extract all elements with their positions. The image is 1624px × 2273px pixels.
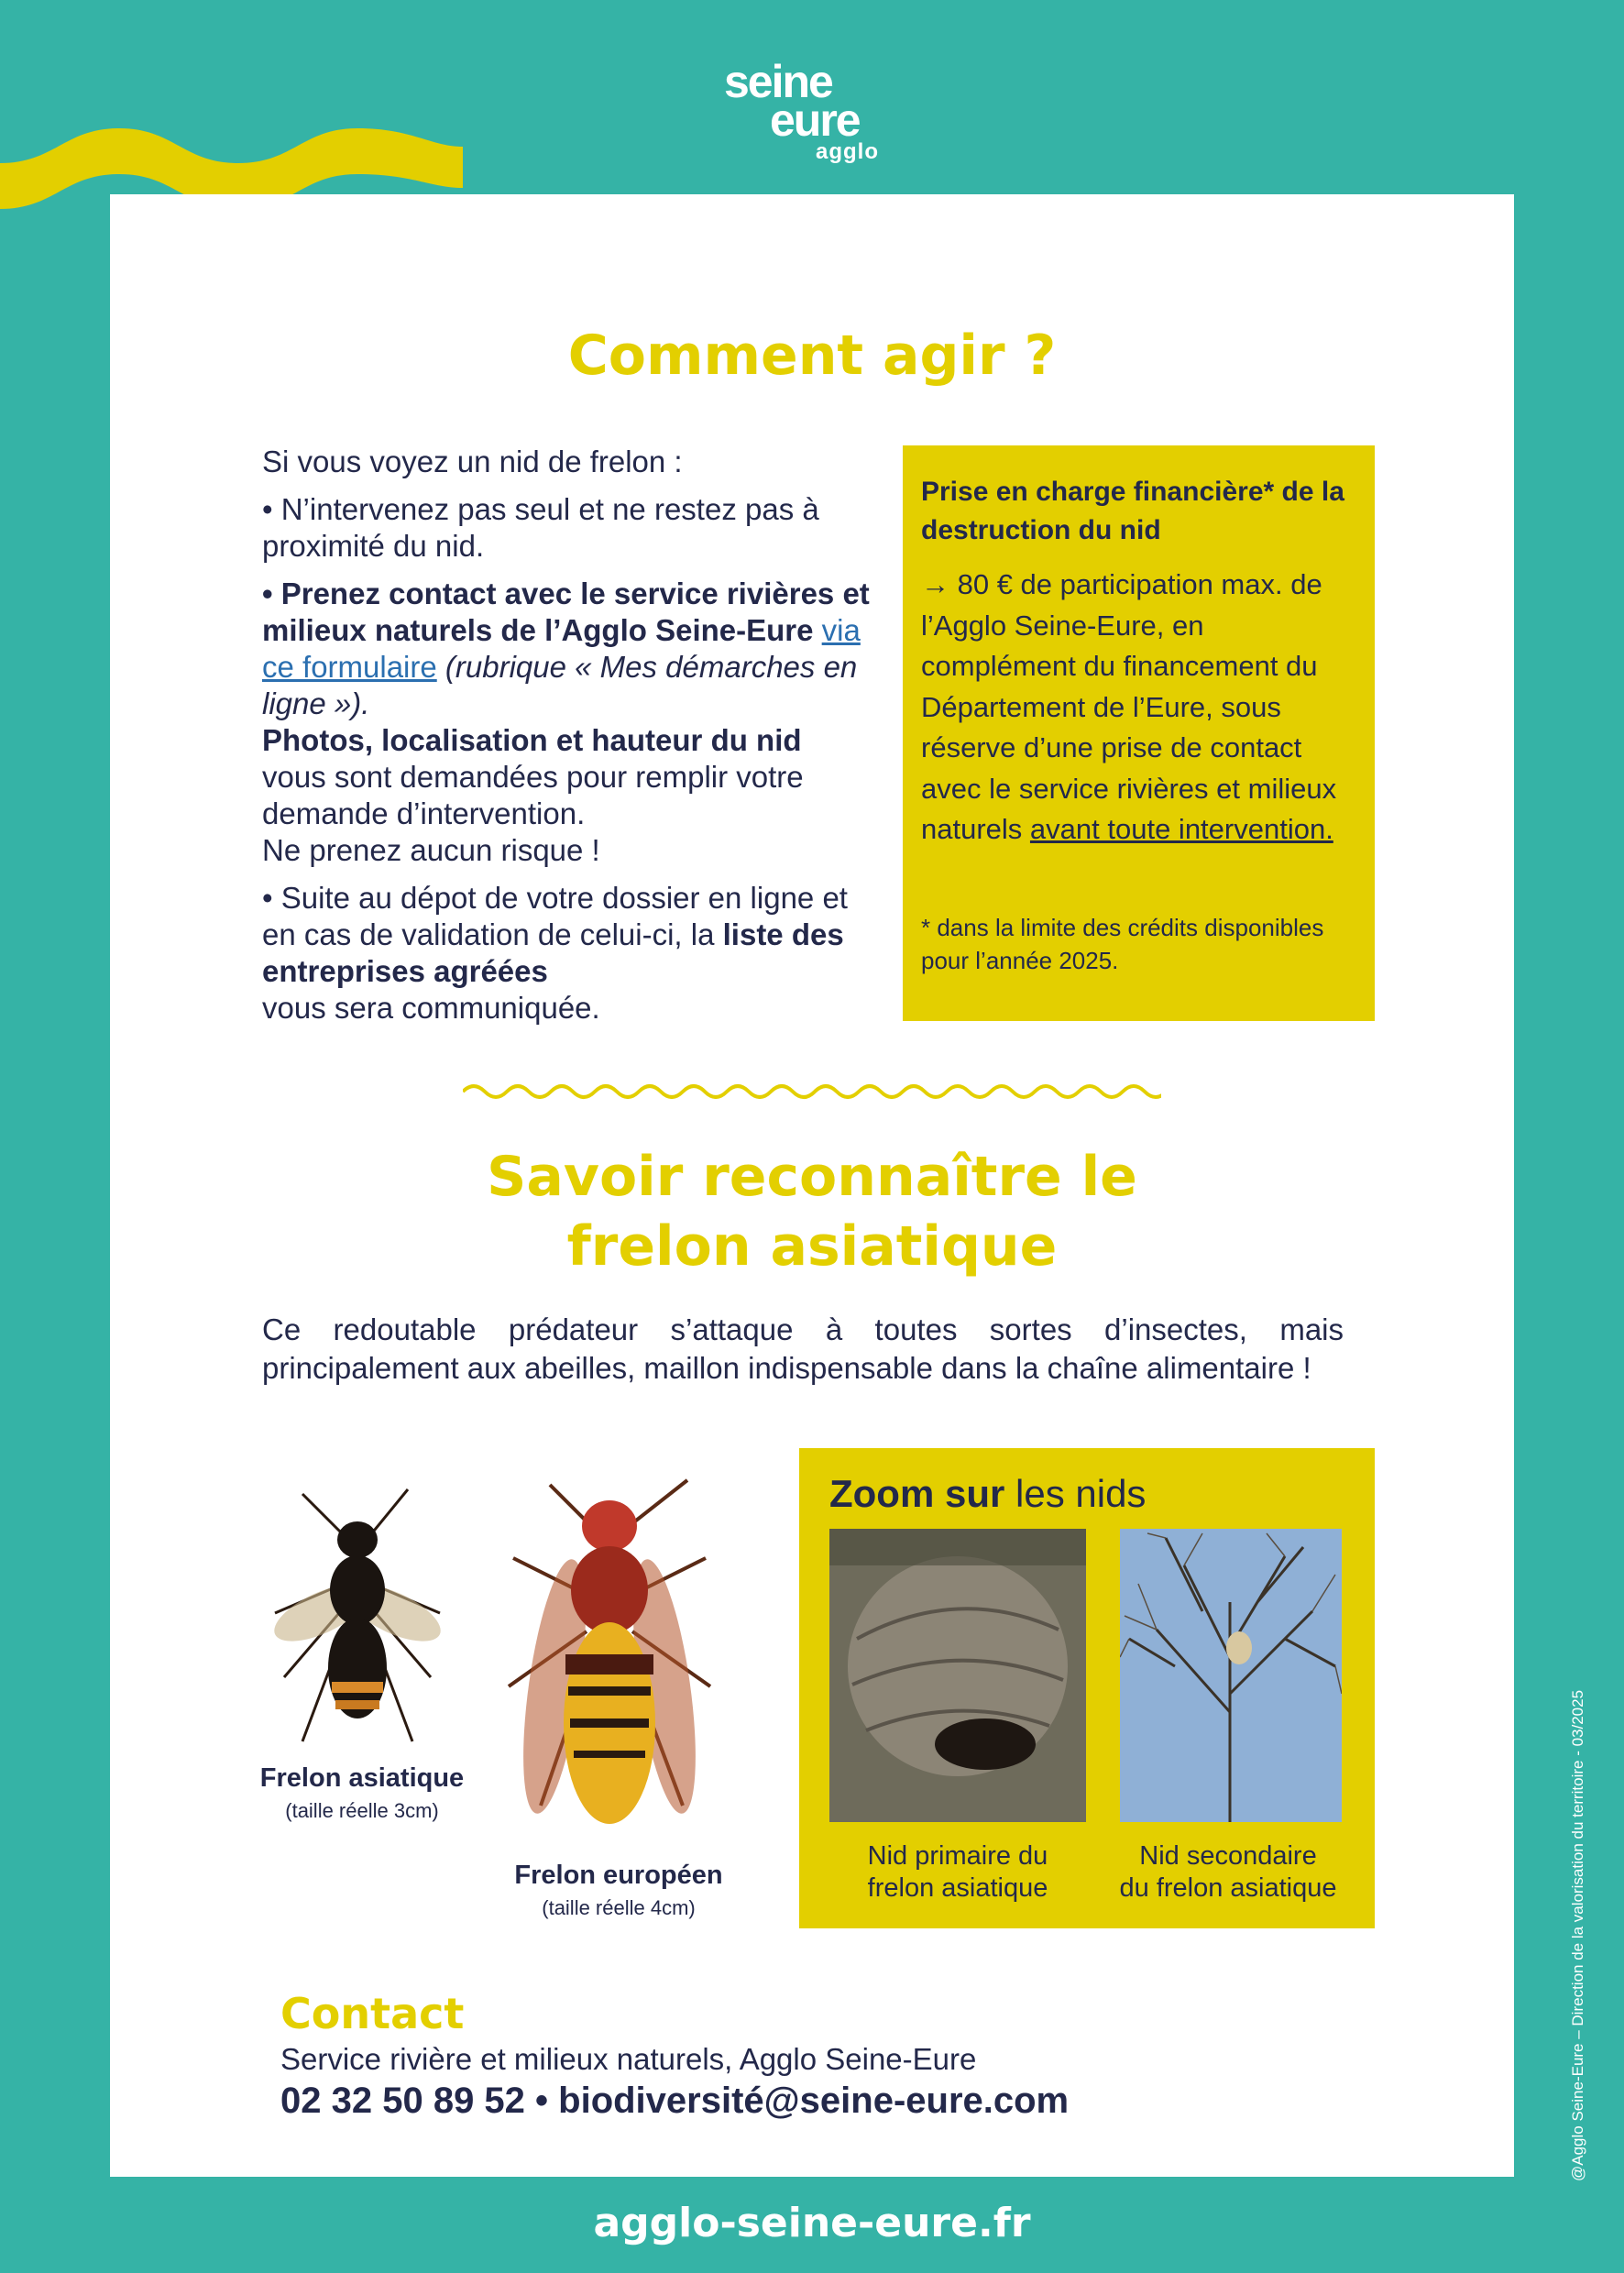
asian-hornet-caption (229, 1763, 495, 1823)
secondary-nest-photo (1120, 1529, 1342, 1822)
nests-title-rest: les nids (1015, 1472, 1147, 1515)
bullet-2-bold-2: Photos, localisation et hauteur du nid (262, 723, 802, 757)
financial-support-box (903, 445, 1375, 1021)
european-hornet-caption (486, 1861, 752, 1920)
bullet-3-a: • Suite au dépot de votre dossier en ligne et en cas de validation de celui-ci, la (262, 881, 848, 951)
asian-hornet-image (247, 1476, 467, 1751)
section-title-line-1: Savoir reconnaître le (487, 1145, 1137, 1209)
bullet-2 (262, 576, 878, 869)
primary-nest-line-1: Nid primaire du (867, 1841, 1048, 1871)
financial-box-underlined: avant toute intervention. (1029, 813, 1333, 845)
primary-nest-line-2: frelon asiatique (867, 1873, 1048, 1903)
asian-hornet-name: Frelon asiatique (259, 1763, 465, 1793)
bullet-3 (262, 880, 878, 1027)
footer-url[interactable]: agglo-seine-eure.fr (593, 2200, 1031, 2246)
secondary-nest-line-1: Nid secondaire (1139, 1841, 1317, 1871)
logo-line-3: agglo (816, 139, 879, 164)
predator-paragraph: Ce redoutable prédateur s’attaque à toutes sortes d’insectes, mais principalement aux abeilles, maillon indispensable dans la chaîne alimentaire ! (262, 1312, 1344, 1385)
section-title-recognize (275, 1142, 1349, 1281)
financial-box-note: * dans la limite des crédits disponibles pour l’année 2025. (921, 914, 1324, 974)
logo-line-2: eure (770, 94, 860, 146)
european-hornet-image (477, 1476, 742, 1861)
bullet-2-warning: Ne prenez aucun risque ! (262, 833, 600, 867)
section-title-line-2: frelon asiatique (566, 1214, 1058, 1279)
form-link[interactable]: via ce formulaire (262, 613, 861, 684)
seine-eure-logo (697, 55, 935, 165)
european-hornet-name: Frelon européen (514, 1861, 723, 1890)
bullet-3-b: vous sera communiquée. (262, 991, 600, 1025)
nests-zoom-box (799, 1448, 1375, 1928)
section-title-how-to-act: Comment agir ? (567, 324, 1057, 388)
how-to-act-text (262, 444, 878, 1038)
vertical-credit: @Agglo Seine-Eure – Direction de la valorisation du territoire - 03/2025 (1569, 1689, 1586, 2181)
secondary-nest-caption (1091, 1840, 1366, 1905)
nests-title-bold: Zoom sur (829, 1472, 1005, 1515)
financial-box-title: Prise en charge financière* de la destruction du nid (921, 477, 1344, 545)
financial-box-body: → 80 € de participation max. de l’Agglo Seine-Eure, en complément du financement du Département de l’Eure, sous réserve d’une prise de contact avec le service rivières et milieux naturels (921, 568, 1337, 845)
bullet-3-bold: liste des entreprises agréées (262, 917, 844, 988)
european-hornet-size: (taille réelle 4cm) (542, 1896, 696, 1919)
bullet-2-rest: vous sont demandées pour remplir votre demande d’intervention. (262, 760, 804, 830)
bullet-1: • N’intervenez pas seul et ne restez pas à proximité du nid. (262, 492, 819, 563)
financial-box-text (921, 565, 1361, 851)
nests-box-title (829, 1468, 1146, 1520)
contact-service: Service rivière et milieux naturels, Agglo Seine-Eure (280, 2042, 977, 2076)
contact-title: Contact (280, 1989, 465, 2038)
primary-nest-caption (829, 1840, 1086, 1905)
asian-hornet-size: (taille réelle 3cm) (285, 1799, 439, 1822)
primary-nest-photo (829, 1529, 1086, 1822)
secondary-nest-line-2: du frelon asiatique (1119, 1873, 1337, 1903)
intro-text: Si vous voyez un nid de frelon : (262, 445, 683, 478)
contact-phone-email[interactable]: 02 32 50 89 52 • biodiversité@seine-eure.com (280, 2081, 1070, 2121)
logo-line-1: seine (724, 56, 832, 107)
squiggle-divider (463, 1080, 1161, 1104)
bullet-2-italic: (rubrique « Mes démarches en ligne »). (262, 650, 858, 720)
bullet-2-bold: • Prenez contact avec le service rivières et milieux naturels de l’Agglo Seine-Eure (262, 576, 870, 647)
